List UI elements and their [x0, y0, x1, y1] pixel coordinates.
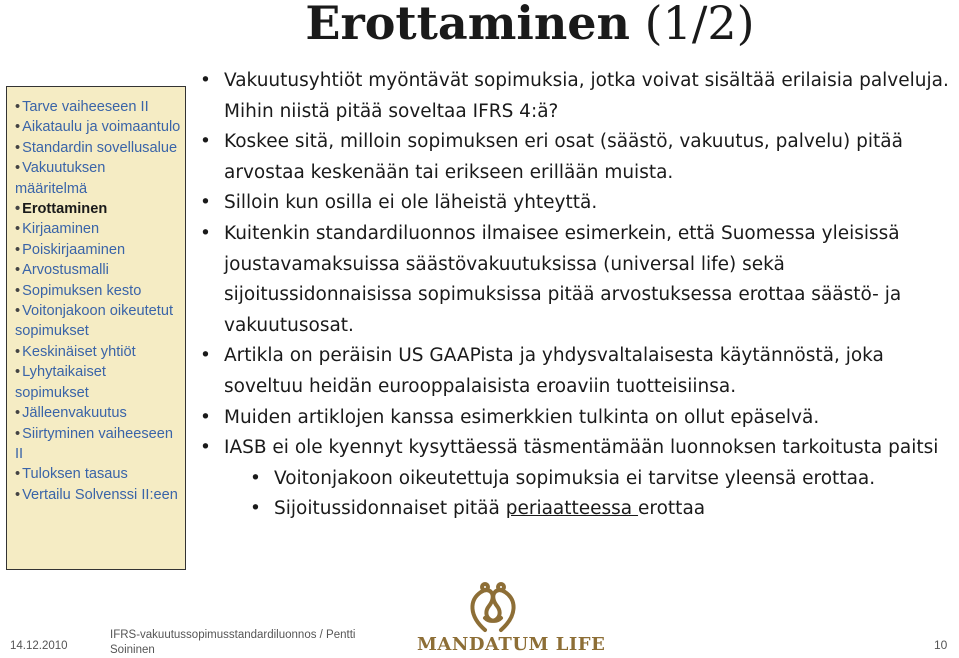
slide-body: [200, 66, 950, 525]
sidebar-item-maaritelma[interactable]: • Vakuutuksen määritelmä: [15, 158, 181, 199]
sub-bullet-2-end: erottaa: [638, 498, 706, 520]
sidebar-item-lyhytaikaiset[interactable]: • Lyhytaikaiset sopimukset: [15, 362, 181, 403]
sub-bullet-2: [200, 494, 950, 525]
bullet-6: • Muiden artiklojen kanssa esimerkkien tulkinta on ollut epäselvä.: [200, 403, 950, 434]
sidebar-item-tuloksen-tasaus[interactable]: • Tuloksen tasaus: [15, 464, 181, 484]
sub-bullet-2-underlined: periaatteessa: [505, 498, 639, 520]
sidebar-item-jalleenvakuutus[interactable]: • Jälleenvakuutus: [15, 403, 181, 423]
sidebar-item-kesto[interactable]: • Sopimuksen kesto: [15, 281, 181, 301]
slide-title-main: Erottaminen: [305, 0, 631, 50]
mandatum-logo-text: MANDATUM LIFE: [417, 634, 606, 655]
sidebar-item-tarve[interactable]: • Tarve vaiheeseen II: [15, 97, 181, 117]
bullet-1: • Vakuutusyhtiöt myöntävät sopimuksia, jotka voivat sisältää erilaisia palveluja. Mihin niistä pitää soveltaa IFRS 4:ä?: [200, 66, 950, 127]
sidebar-item-arvostusmalli[interactable]: • Arvostusmalli: [15, 260, 181, 280]
sidebar-item-vertailu[interactable]: • Vertailu Solvenssi II:een: [15, 485, 181, 505]
bullet-2: • Koskee sitä, milloin sopimuksen eri osat (säästö, vakuutus, palvelu) pitää arvostaa keskenään tai erikseen erillään muista.: [200, 127, 950, 188]
slide-title: [300, 0, 760, 50]
footer-source: IFRS-vakuutussopimusstandardiluonnos / Pentti Soininen: [110, 629, 356, 656]
page-number: 10: [934, 638, 948, 652]
slide-title-suffix: (1/2): [630, 0, 755, 50]
bullet-5: • Artikla on peräisin US GAAPista ja yhdysvaltalaisesta käytännöstä, joka soveltuu heidän eurooppalaisista eroaviin tuotteisiinsa.: [200, 341, 950, 402]
sidebar-item-voitonjako[interactable]: • Voitonjakoon oikeutetut sopimukset: [15, 301, 181, 342]
bullet-4: • Kuitenkin standardiluonnos ilmaisee esimerkein, että Suomessa yleisissä joustavamaksuissa säästövakuutuksissa (universal life) sekä sijoitussidonnaisissa sopimuksissa pitää arvostuksessa erottaa säästö- ja vakuutusosat.: [200, 219, 950, 341]
sidebar-nav: [6, 86, 186, 570]
bullet-7: • IASB ei ole kyennyt kysyttäessä täsmentämään luonnoksen tarkoitusta paitsi: [200, 433, 950, 464]
sidebar-item-erottaminen[interactable]: • Erottaminen: [15, 199, 181, 219]
mandatum-logo-icon: [463, 578, 523, 636]
sidebar-item-kirjaaminen[interactable]: • Kirjaaminen: [15, 219, 181, 239]
sidebar-item-keskinaiset[interactable]: • Keskinäiset yhtiöt: [15, 342, 181, 362]
sub-bullet-1: • Voitonjakoon oikeutettuja sopimuksia ei tarvitse yleensä erottaa.: [200, 464, 950, 495]
sidebar-item-siirtyminen[interactable]: • Siirtyminen vaiheeseen II: [15, 424, 181, 465]
bullet-3: • Silloin kun osilla ei ole läheistä yhteyttä.: [200, 188, 950, 219]
sidebar-item-poiskirjaaminen[interactable]: • Poiskirjaaminen: [15, 240, 181, 260]
sidebar-item-aikataulu[interactable]: • Aikataulu ja voimaantulo: [15, 117, 181, 137]
footer-date: 14.12.2010: [10, 640, 68, 652]
sidebar-item-sovellusalue[interactable]: • Standardin sovellusalue: [15, 138, 181, 158]
sub-bullet-2-text: Sijoitussidonnaiset pitää: [274, 498, 506, 520]
